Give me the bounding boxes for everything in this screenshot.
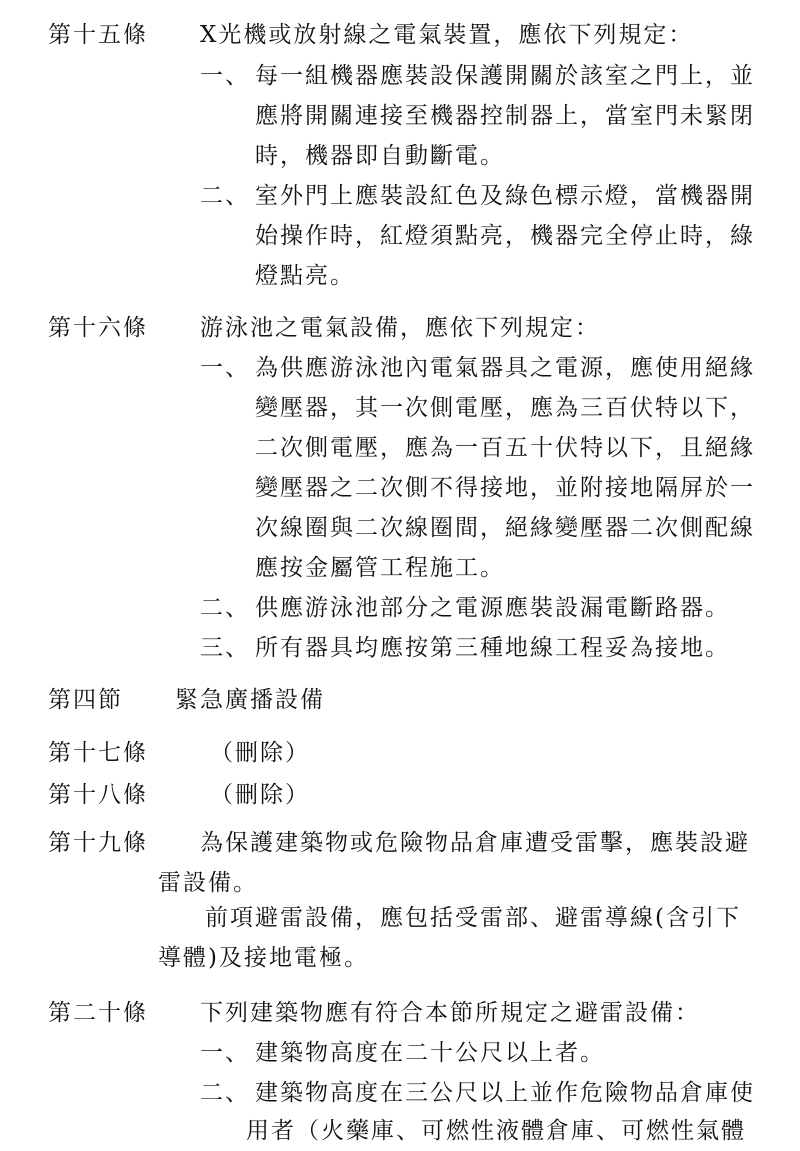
article-19-line: 導體)及接地電極。 [158, 945, 369, 971]
article-20-item-1-line: 建築物高度在二十公尺以上者。 [255, 1040, 605, 1066]
article-16-item-3-line: 所有器具均應按第三種地線工程妥為接地。 [255, 635, 730, 661]
article-19-line: 雷設備。 [158, 870, 258, 896]
article-16-item-1-line: 應按金屬管工程施工。 [255, 555, 505, 581]
article-16-item-1-line: 變壓器，其一次側電壓，應為三百伏特以下， [255, 395, 755, 421]
article-20-label: 第二十條 [48, 1000, 148, 1026]
section-4-title: 緊急廣播設備 [175, 687, 325, 713]
article-16-item-1-line: 變壓器之二次側不得接地，並附接地隔屏於一 [255, 475, 755, 501]
article-19-line: 為保護建築物或危險物品倉庫遭受雷擊，應裝設避 [200, 830, 750, 856]
article-16-item-2-line: 供應游泳池部分之電源應裝設漏電斷路器。 [255, 595, 730, 621]
article-17-text: （刪除） [210, 740, 310, 766]
article-16-item-1-line: 次線圈與二次線圈間，絕緣變壓器二次側配線 [255, 515, 755, 541]
article-15-label: 第十五條 [48, 22, 148, 48]
article-19-line: 前項避雷設備，應包括受雷部、避雷導線(含引下 [205, 905, 741, 931]
article-15-item-1-marker: 一、 [200, 63, 250, 89]
article-16-item-3-marker: 三、 [200, 635, 250, 661]
article-20-item-2-marker: 二、 [200, 1080, 250, 1106]
article-16-item-1-line: 為供應游泳池內電氣器具之電源，應使用絕緣 [255, 355, 755, 381]
article-20-heading: 下列建築物應有符合本節所規定之避雷設備： [200, 1000, 700, 1026]
article-20-item-1-marker: 一、 [200, 1040, 250, 1066]
section-4-label: 第四節 [48, 687, 123, 713]
article-18-label: 第十八條 [48, 782, 148, 808]
article-20-item-2-line: 用者（火藥庫、可燃性液體倉庫、可燃性氣體 [246, 1118, 746, 1144]
article-15-item-2-line: 始操作時，紅燈須點亮，機器完全停止時，綠 [255, 223, 755, 249]
article-16-item-2-marker: 二、 [200, 595, 250, 621]
article-20-item-2-line: 建築物高度在三公尺以上並作危險物品倉庫使 [255, 1080, 755, 1106]
article-15-item-1-line: 每一組機器應裝設保護開關於該室之門上，並 [255, 63, 755, 89]
article-15-item-2-marker: 二、 [200, 183, 250, 209]
article-16-label: 第十六條 [48, 315, 148, 341]
article-15-heading: X光機或放射線之電氣裝置，應依下列規定： [200, 22, 694, 48]
article-18-text: （刪除） [210, 782, 310, 808]
article-15-item-2-line: 室外門上應裝設紅色及綠色標示燈，當機器開 [255, 183, 755, 209]
article-16-heading: 游泳池之電氣設備，應依下列規定： [200, 315, 600, 341]
article-15-item-2-line: 燈點亮。 [255, 263, 355, 289]
article-16-item-1-line: 二次側電壓，應為一百五十伏特以下，且絕緣 [255, 435, 755, 461]
article-15-item-1-line: 應將開關連接至機器控制器上，當室門未緊閉 [255, 103, 755, 129]
article-17-label: 第十七條 [48, 740, 148, 766]
article-19-label: 第十九條 [48, 830, 148, 856]
article-15-item-1-line: 時，機器即自動斷電。 [255, 143, 505, 169]
article-16-item-1-marker: 一、 [200, 355, 250, 381]
